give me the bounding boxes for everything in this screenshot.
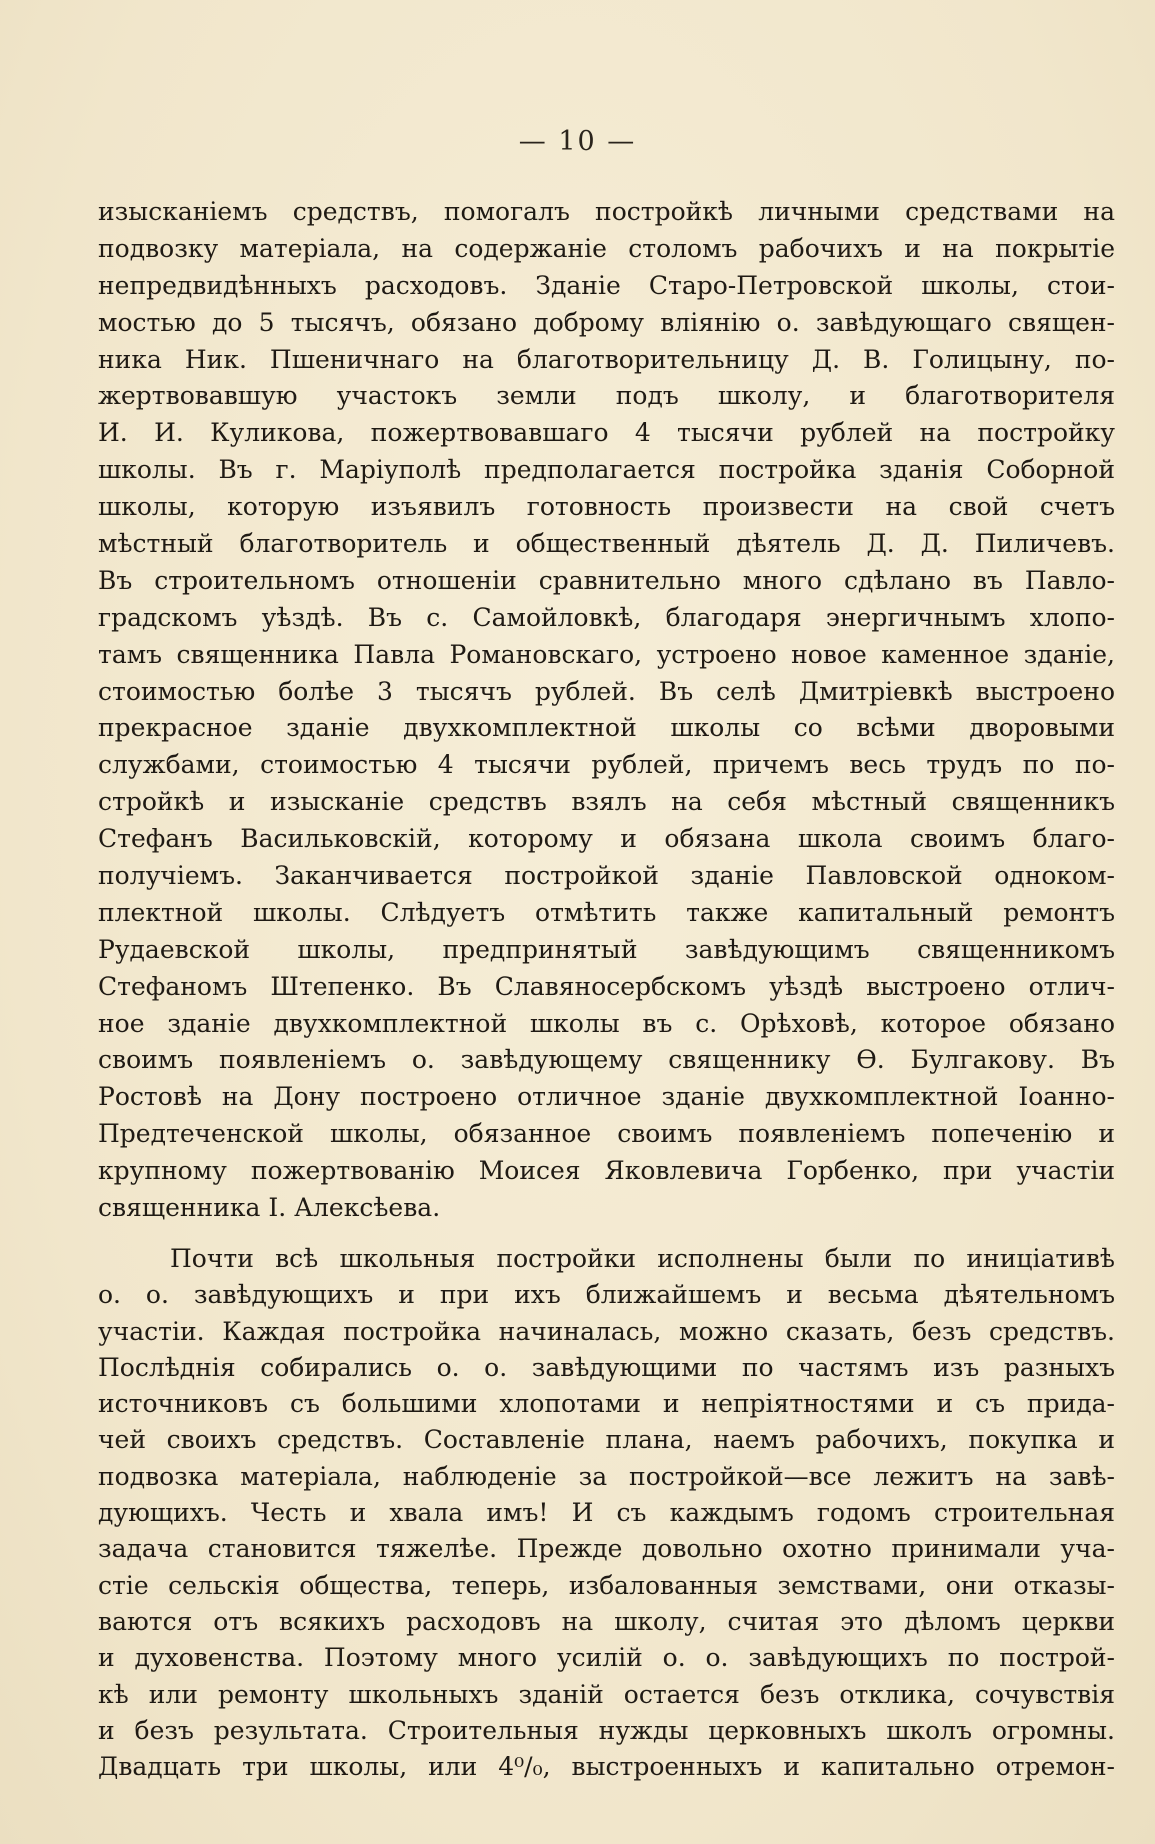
paragraph-1 bbox=[98, 194, 1115, 1227]
text-line: тамъ священника Павла Романовскаго, устроено новое каменное зданіе, bbox=[98, 639, 1115, 669]
text-line: Ростовѣ на Дону построено отличное зданіе двухкомплектной Іоанно- bbox=[98, 1082, 1115, 1112]
page-number: — 10 — bbox=[518, 126, 637, 157]
text-line: подвозка матеріала, наблюденіе за постройкой—все лежитъ на завѣ- bbox=[98, 1461, 1115, 1491]
text-line: Стефаномъ Штепенко. Въ Славяносербскомъ уѣздѣ выстроено отлич- bbox=[98, 971, 1115, 1001]
text-line: дующихъ. Честь и хвала имъ! И съ каждымъ годомъ строительная bbox=[98, 1498, 1115, 1528]
text-line: подвозку матеріала, на содержаніе столомъ рабочихъ и на покрытіе bbox=[98, 233, 1115, 263]
text-line: мостью до 5 тысячъ, обязано доброму вліянію о. завѣдующаго священ- bbox=[98, 307, 1115, 337]
text-line: мѣстный благотворитель и общественный дѣятель Д. Д. Пиличевъ. bbox=[98, 529, 1115, 559]
text-line: Двадцать три школы, или 4⁰/₀, выстроенныхъ и капитально отремон- bbox=[98, 1752, 1115, 1782]
text-line: и духовенства. Поэтому много усилій о. о. завѣдующихъ по построй- bbox=[98, 1643, 1115, 1673]
text-line: Въ строительномъ отношеніи сравнительно много сдѣлано въ Павло- bbox=[98, 565, 1115, 595]
text-line: кѣ или ремонту школьныхъ зданій остается безъ отклика, сочувствія bbox=[98, 1679, 1115, 1709]
text-line: службами, стоимостью 4 тысячи рублей, причемъ весь трудъ по по- bbox=[98, 750, 1115, 780]
text-line: стіе сельскія общества, теперь, избалованныя земствами, они отказы- bbox=[98, 1570, 1115, 1600]
text-line: о. о. завѣдующихъ и при ихъ ближайшемъ и весьма дѣятельномъ bbox=[98, 1280, 1115, 1310]
text-line: священника І. Алексѣева. bbox=[98, 1193, 441, 1223]
text-line: плектной школы. Слѣдуетъ отмѣтить также капитальный ремонтъ bbox=[98, 897, 1115, 927]
text-line: Почти всѣ школьныя постройки исполнены были по иниціативѣ bbox=[170, 1244, 1115, 1273]
text-line: Послѣднія собирались о. о. завѣдующими по частямъ изъ разныхъ bbox=[98, 1352, 1115, 1382]
text-line: ника Ник. Пшеничнаго на благотворительницу Д. В. Голицыну, по- bbox=[98, 344, 1115, 374]
text-line: градскомъ уѣздѣ. Въ с. Самойловкѣ, благодаря энергичнымъ хлопо- bbox=[98, 602, 1115, 632]
text-line: крупному пожертвованію Моисея Яковлевича Горбенко, при участіи bbox=[98, 1156, 1115, 1186]
text-line: школы, которую изъявилъ готовность произвести на свой счетъ bbox=[98, 492, 1115, 522]
text-line: ное зданіе двухкомплектной школы въ с. Орѣховѣ, которое обязано bbox=[98, 1008, 1115, 1038]
text-line: жертвовавшую участокъ земли подъ школу, и благотворителя bbox=[98, 381, 1115, 411]
text-line: прекрасное зданіе двухкомплектной школы со всѣми дворовыми bbox=[98, 713, 1115, 743]
text-line: своимъ появленіемъ о. завѣдующему священнику Ѳ. Булгакову. Въ bbox=[98, 1045, 1115, 1075]
text-line: школы. Въ г. Маріуполѣ предполагается постройка зданія Соборной bbox=[98, 455, 1115, 485]
text-line: и безъ результата. Строительныя нужды церковныхъ школъ огромны. bbox=[98, 1715, 1115, 1745]
text-line: получіемъ. Заканчивается постройкой зданіе Павловской одноком- bbox=[98, 861, 1115, 891]
text-line: Рудаевской школы, предпринятый завѣдующимъ священникомъ bbox=[98, 934, 1115, 964]
text-line: чей своихъ средствъ. Составленіе плана, наемъ рабочихъ, покупка и bbox=[98, 1425, 1115, 1455]
text-line: участіи. Каждая постройка начиналась, можно сказать, безъ средствъ. bbox=[98, 1316, 1115, 1346]
paragraph-2 bbox=[98, 1241, 1115, 1785]
text-line: ваются отъ всякихъ расходовъ на школу, считая это дѣломъ церкви bbox=[98, 1606, 1115, 1636]
text-line: стоимостью болѣе 3 тысячъ рублей. Въ селѣ Дмитріевкѣ выстроено bbox=[98, 676, 1115, 706]
text-line: И. И. Куликова, пожертвовавшаго 4 тысячи рублей на постройку bbox=[98, 418, 1115, 448]
text-line: изысканіемъ средствъ, помогалъ постройкѣ личными средствами на bbox=[98, 197, 1115, 226]
text-line: Предтеченской школы, обязанное своимъ появленіемъ попеченію и bbox=[98, 1119, 1115, 1149]
text-line: задача становится тяжелѣе. Прежде довольно охотно принимали уча- bbox=[98, 1534, 1115, 1564]
text-line: источниковъ съ большими хлопотами и непріятностями и съ прида- bbox=[98, 1389, 1115, 1419]
text-line: непредвидѣнныхъ расходовъ. Зданіе Старо-Петровской школы, стои- bbox=[98, 270, 1115, 300]
text-line: стройкѣ и изысканіе средствъ взялъ на себя мѣстный священникъ bbox=[98, 787, 1115, 817]
text-line: Стефанъ Васильковскій, которому и обязана школа своимъ благо- bbox=[98, 824, 1115, 854]
